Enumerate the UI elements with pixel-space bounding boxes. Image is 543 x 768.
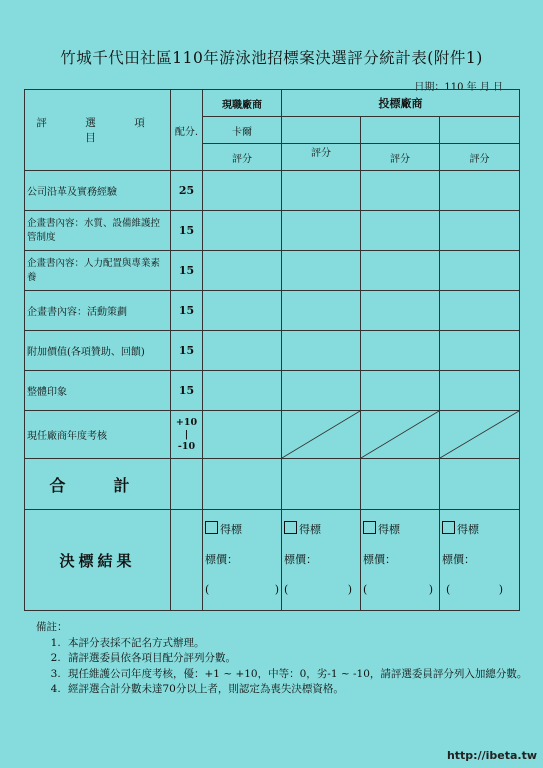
score-header-4: 評分 [440,144,520,171]
table-row-annual-review [25,411,520,459]
na-cell-diagonal [361,411,440,459]
score-cell [361,211,440,251]
price-label: 標價： [442,553,475,566]
score-cell [282,291,361,331]
result-label: 決標結果 [25,510,171,611]
score-header-3: 評分 [361,144,440,171]
win-label: 得標 [220,523,242,536]
row-points: 25 [171,171,203,211]
table-row [25,251,520,291]
score-cell [361,171,440,211]
paren-close: ) [347,583,352,596]
result-row [25,510,520,611]
points-plus: +10 [175,416,198,428]
row-item: 企畫書內容：人力配置與專業素養 [25,251,171,291]
score-header-1: 評分 [203,144,282,171]
total-cell [361,459,440,510]
score-cell [440,291,520,331]
header-item: 評 選 項 目 [25,90,171,171]
watermark: http://ibeta.tw [446,749,537,762]
note-item: 2. 請評選委員依各項目配分評列分數。 [64,651,527,667]
price-label: 標價： [363,553,396,566]
checkbox-icon[interactable] [205,521,218,534]
paren-open: ( [205,583,210,596]
header-points: 配分. [171,90,203,171]
score-cell [203,291,282,331]
bid-cell [361,510,440,611]
score-cell [440,371,520,411]
win-label: 得標 [299,523,321,536]
win-label: 得標 [378,523,400,536]
price-label: 標價： [284,553,317,566]
checkbox-icon[interactable] [363,521,376,534]
paren-close: ) [498,583,504,596]
na-cell-diagonal [440,411,520,459]
row-points: 15 [171,251,203,291]
score-cell [361,331,440,371]
score-cell [203,411,282,459]
note-item: 3. 現任維護公司年度考核，優：+1 ~ +10，中等：0，劣-1 ~ -10，請評選委員評分列入加總分數。 [64,667,527,683]
score-cell [440,171,520,211]
score-cell [282,251,361,291]
checkbox-icon[interactable] [284,521,297,534]
paren-open: ( [446,583,451,596]
header-current-vendor: 現職廠商 [203,90,282,117]
checkbox-icon[interactable] [442,521,455,534]
total-row [25,459,520,510]
vendor-name-3 [440,117,520,144]
score-cell [203,331,282,371]
header-bidders: 投標廠商 [282,90,520,117]
score-header-2: 評分 [282,144,361,171]
table-row [25,291,520,331]
price-label: 標價： [205,553,238,566]
vendor-name-1 [282,117,361,144]
total-label: 合 計 [25,459,171,510]
row-points: 15 [171,211,203,251]
table-row [25,211,520,251]
diagonal-line [361,411,439,458]
na-cell-diagonal [282,411,361,459]
row-item: 整體印象 [25,371,171,411]
row-points: 15 [171,331,203,371]
score-cell [203,211,282,251]
notes-section [36,620,527,698]
diagonal-line [440,411,519,458]
row-item: 附加價值(各項贊助、回饋) [25,331,171,371]
bid-cell [440,510,520,611]
score-cell [361,291,440,331]
row-item: 公司沿革及實務經驗 [25,171,171,211]
score-cell [440,211,520,251]
row-points-range [171,411,203,459]
score-cell [282,371,361,411]
points-minus: -10 [177,440,196,452]
bid-cell [282,510,361,611]
row-points: 15 [171,371,203,411]
result-points [171,510,203,611]
score-cell [440,251,520,291]
document-title: 竹城千代田社區110年游泳池招標案決選評分統計表(附件1) [60,49,483,67]
score-cell [203,171,282,211]
notes-heading: 備註： [36,621,68,633]
row-item: 企畫書內容：活動策劃 [25,291,171,331]
score-cell [440,331,520,371]
note-item: 1. 本評分表採不記名方式辦理。 [64,636,527,652]
table-row [25,331,520,371]
score-cell [282,171,361,211]
win-label: 得標 [457,523,479,536]
vendor-name-2 [361,117,440,144]
table-row [25,371,520,411]
score-cell [282,211,361,251]
row-item: 現任廠商年度考核 [25,411,171,459]
header-card: 卡爾 [203,117,282,144]
score-cell [282,331,361,371]
note-item: 4. 經評選合計分數未達70分以上者，則認定為喪失決標資格。 [64,682,527,698]
paren-open: ( [284,583,289,596]
total-cell [282,459,361,510]
diagonal-line [282,411,360,458]
score-cell [203,251,282,291]
row-points: 15 [171,291,203,331]
bid-cell [203,510,282,611]
row-item: 企畫書內容：水質、設備維護控管制度 [25,211,171,251]
table-row [25,171,520,211]
paren-close: ) [428,583,433,596]
points-bar: | [184,428,189,440]
total-cell [440,459,520,510]
evaluation-table [24,89,520,611]
score-cell [361,251,440,291]
total-points [171,459,203,510]
date-field: 日期：110 年 月 日 [414,82,503,93]
total-cell [203,459,282,510]
score-cell [361,371,440,411]
paren-close: ) [274,583,279,596]
paren-open: ( [363,583,368,596]
header-row-1 [25,90,520,117]
score-cell [203,371,282,411]
